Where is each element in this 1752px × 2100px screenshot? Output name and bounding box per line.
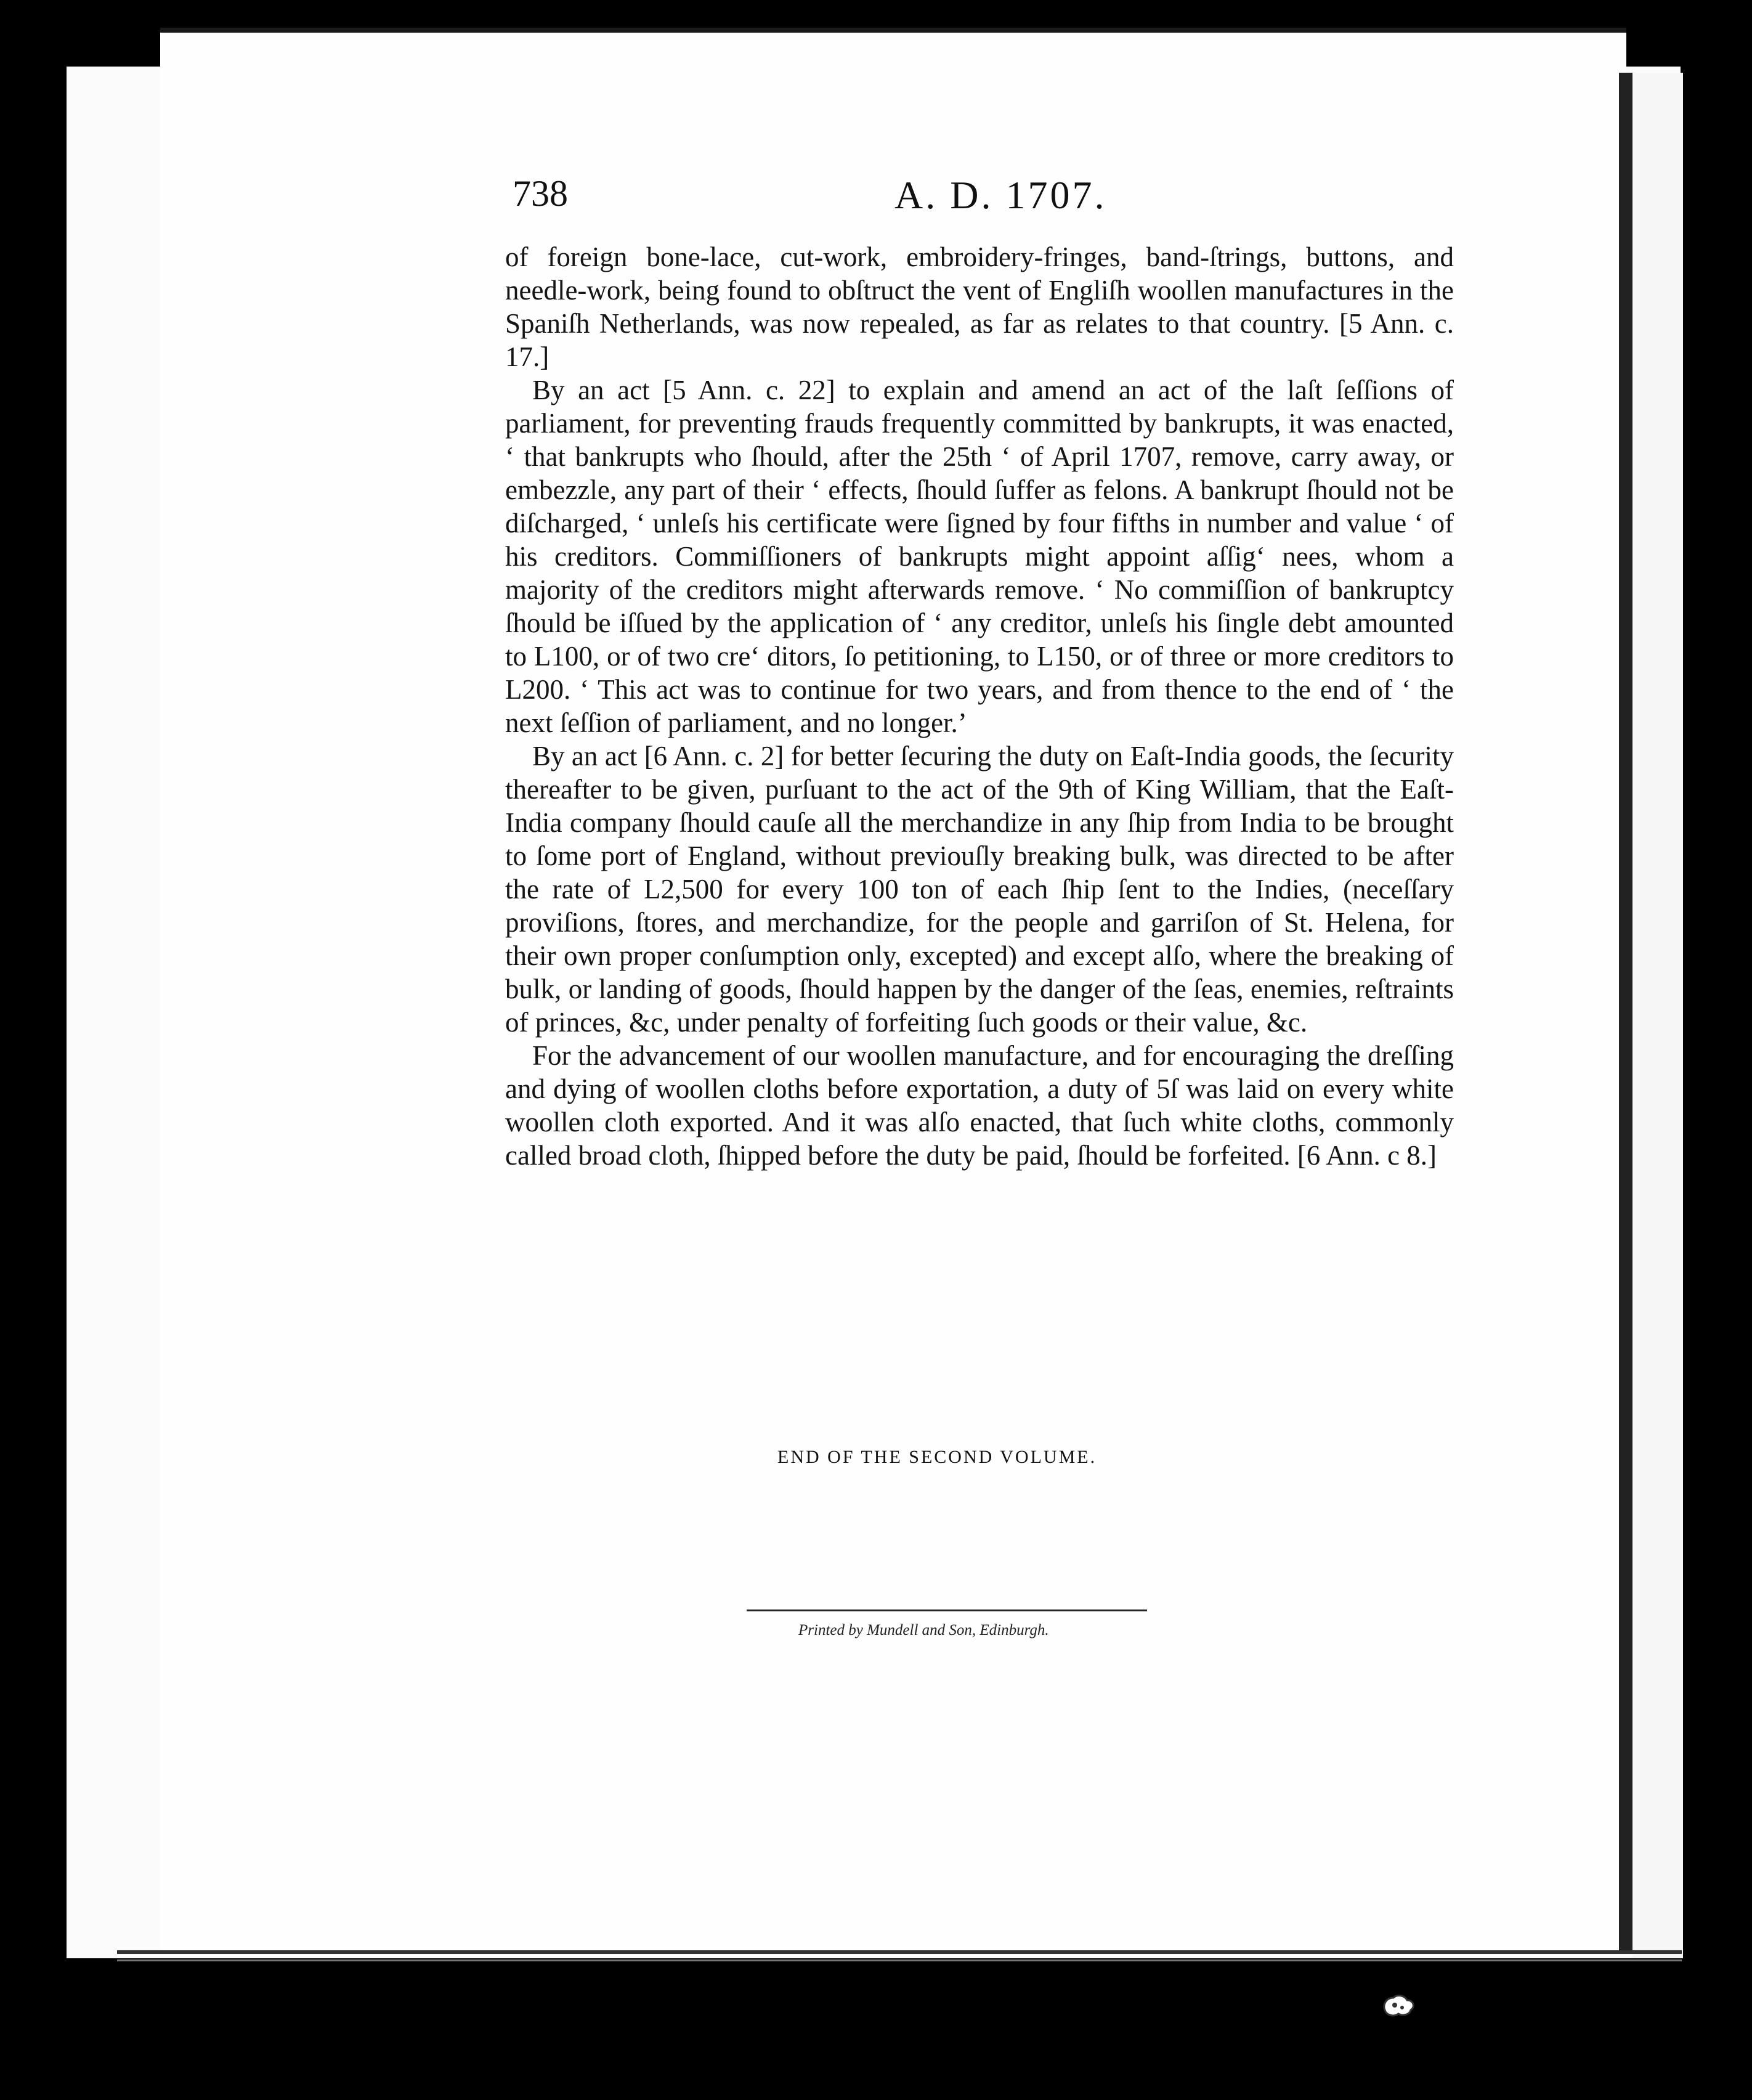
paragraph-1: of foreign bone-lace, cut-work, embroidery-fringes, band-ſtrings, buttons, and needle-work, being found to obſtruct the vent of Engliſh woollen manufactures in the Spaniſh Netherlands, was now repealed, as far as relates to that country. [5 Ann. c. 17.] — [505, 242, 1454, 372]
page-header — [513, 173, 1461, 228]
bottom-edge-line — [117, 1950, 1682, 1954]
page-number: 738 — [513, 173, 568, 214]
body-text — [505, 240, 1454, 1172]
printer-imprint: Printed by Mundell and Son, Edinburgh. — [798, 1622, 1049, 1638]
running-head: A. D. 1707. — [894, 173, 1107, 217]
next-page-edge — [1632, 73, 1683, 1958]
page-edge-shadow — [1619, 73, 1632, 1952]
bottom-edge-line-faint — [117, 1960, 1682, 1961]
imprint-rule — [747, 1610, 1147, 1611]
paragraph-4: For the advancement of our woollen manufacture, and for encouraging the dreſſing and dying of woollen cloths before exportation, a duty of 5ſ was laid on every white woollen cloth exported. And it was alſo enacted, that ſuch white cloths, commonly called broad cloth, ſhipped before the duty be paid, ſhould be forfeited. [6 Ann. c 8.] — [505, 1040, 1454, 1171]
paragraph-3: By an act [6 Ann. c. 2] for better ſecuring the duty on Eaſt-India goods, the ſecurity thereafter to be given, purſuant to the act of the 9th of King William, that the Eaſt-India company ſhould cauſe all the merchandize in any ſhip from India to be brought to ſome port of England, without previouſly breaking bulk, was directed to be after the rate of L2,500 for every 100 ton of each ſhip ſent to the Indies, (neceſſary proviſions, ſtores, and merchandize, for the people and garriſon of St. Helena, for their own proper conſumption only, excepted) and except alſo, where the breaking of bulk, or landing of goods, ſhould happen by the danger of the ſeas, enemies, reſtraints of princes, &c, under penalty of forfeiting ſuch goods or their value, &c. — [505, 741, 1454, 1038]
library-stamp-icon — [1380, 1992, 1417, 2020]
paragraph-2: By an act [5 Ann. c. 22] to explain and amend an act of the laſt ſeſſions of parliament, for preventing frauds frequently committed by bankrupts, it was enacted, ‘ that bankrupts who ſhould, after the 25th ‘ of April 1707, remove, carry away, or embezzle, any part of their ‘ effects, ſhould ſuffer as felons. A bankrupt ſhould not be diſcharged, ‘ unleſs his certificate were ſigned by four fifths in number and value ‘ of his creditors. Commiſſioners of bankrupts might appoint aſſig‘ nees, whom a majority of the creditors might afterwards remove. ‘ No commiſſion of bankruptcy ſhould be iſſued by the application of ‘ any creditor, unleſs his ſingle debt amounted to L100, or of two cre‘ ditors, ſo petitioning, to L150, or of three or more creditors to L200. ‘ This act was to continue for two years, and from thence to the end of ‘ the next ſeſſion of parliament, and no longer.’ — [505, 375, 1454, 738]
end-of-volume-note: END OF THE SECOND VOLUME. — [777, 1447, 1097, 1467]
